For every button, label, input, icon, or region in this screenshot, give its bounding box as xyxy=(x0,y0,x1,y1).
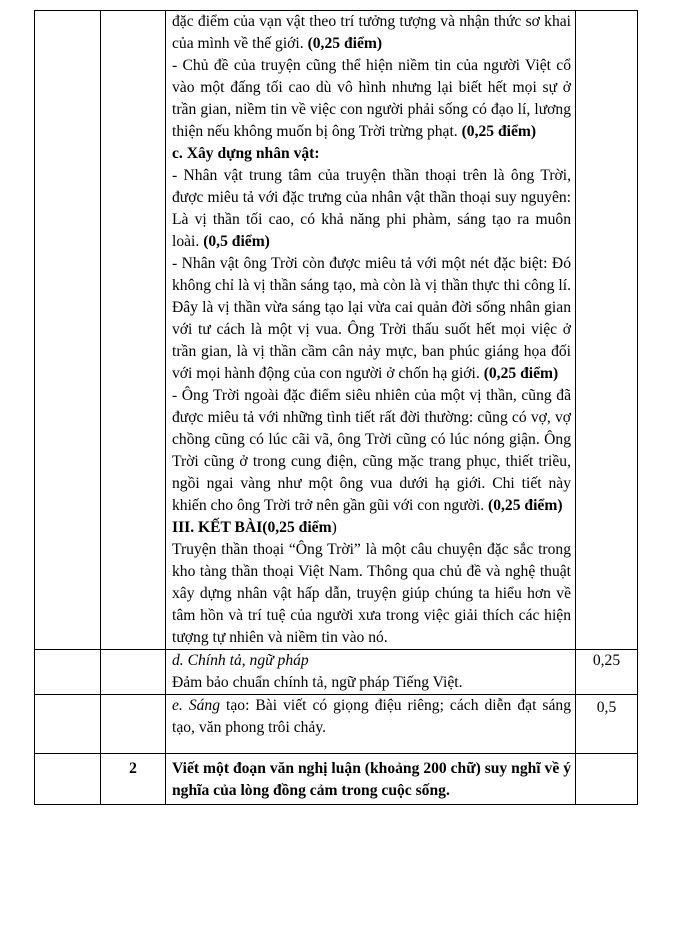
score-label: (0,25 điểm) xyxy=(307,35,383,52)
paragraph xyxy=(172,385,571,517)
empty-score-cell xyxy=(576,11,638,650)
table-row xyxy=(35,754,638,805)
section-heading xyxy=(172,517,571,539)
empty-cell xyxy=(35,754,101,805)
criterion-desc: tạo: Bài viết có giọng điệu riêng; cách diễn đạt sáng tạo, văn phong trôi chảy. xyxy=(172,697,571,736)
paragraph-text: đặc điểm của vạn vật theo trí tưởng tượng và nhận thức sơ khai của mình về thế giới. xyxy=(172,13,571,52)
criterion-paragraph xyxy=(172,695,571,739)
question-text: Viết một đoạn văn nghị luận (khoảng 200 chữ) suy nghĩ về ý nghĩa của lòng đồng cảm trong cuộc sống. xyxy=(172,760,571,799)
paragraph xyxy=(172,253,571,385)
empty-cell xyxy=(101,650,166,695)
paragraph-text: - Nhân vật ông Trời còn được miêu tả với một nét đặc biệt: Đó không chỉ là vị thần sáng tạo, mà còn là vị thần thực thi công lí. Đây là vị thần vừa sáng tạo lại vừa cai quản đời sống nhân gian với tư cách là một vị vua. Ông Trời thấu suốt hết mọi việc ở trần gian, là vị thần cầm cân nảy mực, ban phúc giáng họa đối với mọi hành động của con người ở chốn hạ giới. xyxy=(172,255,571,382)
question-number: 2 xyxy=(101,754,166,805)
criterion-content xyxy=(166,650,575,694)
paragraph xyxy=(172,11,571,55)
score-label: (0,25 điểm) xyxy=(483,365,559,382)
criterion-content xyxy=(166,695,575,753)
paragraph-text: - Ông Trời ngoài đặc điểm siêu nhiên của một vị thần, cũng đã được miêu tả với những tình tiết rất đời thường: cũng có vợ, vợ chồng cũng có lúc cãi vã, ông Trời cũng có lúc nóng giận. Ông Trời cũng ở trong cung điện, cũng mặc trang phục, thiết triều, ngồi ngai vàng như một ông vua dưới hạ giới. Chi tiết này khiến cho ông Trời trở nên gần gũi với con người. xyxy=(172,387,571,514)
table-row xyxy=(35,11,638,650)
empty-cell xyxy=(35,695,101,754)
criterion-desc: Đảm bảo chuẩn chính tả, ngữ pháp Tiếng Việt. xyxy=(172,674,463,691)
empty-cell xyxy=(35,11,101,650)
table-row xyxy=(35,695,638,754)
score-label: (0,25 điểm) xyxy=(488,497,563,514)
answer-key-table xyxy=(34,10,638,805)
heading-text: III. KẾT BÀI xyxy=(172,519,263,536)
paragraph-text: Truyện thần thoại “Ông Trời” là một câu chuyện đặc sắc trong kho tàng thần thoại Việt Nam. Thông qua chủ đề và nghệ thuật xây dựng nhân vật hấp dẫn, truyện giúp chúng ta hiểu hơn về tâm hồn và trí tuệ của người xưa trong việc giải thích các hiện tượng tự nhiên và niềm tin vào nó. xyxy=(172,541,571,646)
empty-cell xyxy=(101,11,166,650)
heading-tail: ) xyxy=(331,519,337,536)
paragraph xyxy=(172,165,571,253)
empty-cell xyxy=(35,650,101,695)
score-cell: 0,5 xyxy=(576,695,638,754)
paragraph-text: - Nhân vật trung tâm của truyện thần thoại trên là ông Trời, được miêu tả với đặc trưng của nhân vật thần thoại suy nguyên: Là vị thần tối cao, có khả năng phi phàm, sáng tạo ra muôn loài. xyxy=(172,167,571,250)
question-cell xyxy=(166,754,576,805)
score-cell: 0,25 xyxy=(576,650,638,695)
paragraph-text: - Chủ đề của truyện cũng thể hiện niềm tin của người Việt cổ vào một đấng tối cao dù vô hình nhưng lại biết hết mọi sự ở trần gian, niềm tin về việc con người phải sống có đạo lí, lương thiện nếu không muốn bị ông Trời trừng phạt. xyxy=(172,57,571,140)
criterion-title: e. Sáng xyxy=(172,697,221,714)
main-content xyxy=(166,11,575,649)
score-label: (0,25 điểm) xyxy=(461,123,537,140)
empty-score-cell xyxy=(576,754,638,805)
score-label: (0,25 điểm xyxy=(262,519,332,536)
criterion-title: d. Chính tả, ngữ pháp xyxy=(172,652,309,669)
paragraph xyxy=(172,55,571,143)
criterion-cell xyxy=(166,695,576,754)
section-heading: c. Xây dựng nhân vật: xyxy=(172,145,320,162)
criterion-cell xyxy=(166,650,576,695)
empty-cell xyxy=(101,695,166,754)
main-content-cell xyxy=(166,11,576,650)
score-label: (0,5 điểm) xyxy=(203,233,270,250)
table-row xyxy=(35,650,638,695)
paragraph xyxy=(172,539,571,649)
